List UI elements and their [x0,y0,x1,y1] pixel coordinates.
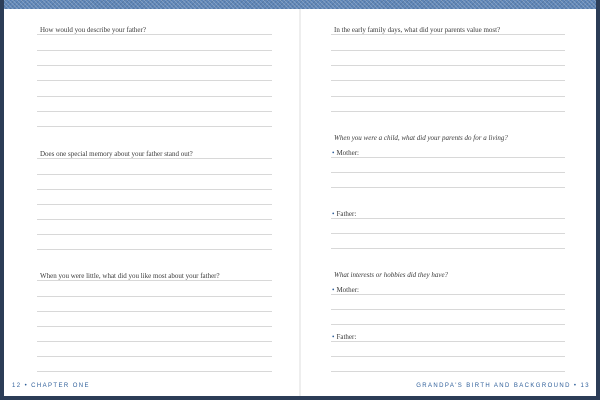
answer-line[interactable] [37,326,272,327]
answer-line[interactable] [37,249,272,250]
answer-line[interactable] [37,219,272,220]
father-label-hobbies [332,333,356,341]
left-footer [12,383,90,389]
answer-line[interactable] [331,356,565,357]
father-label: Father: [336,210,357,218]
mother-label: Mother: [336,149,360,157]
answer-line[interactable] [37,296,272,297]
question-liked-most: When you were little, what did you like most about your father? [40,272,220,280]
right-page-number: 13 [580,383,590,389]
answer-line[interactable] [37,189,272,190]
right-footer [416,383,590,389]
footer-separator: • [24,383,29,389]
bullet-icon: • [332,286,335,294]
father-label: Father: [336,333,357,341]
answer-line[interactable] [37,371,272,372]
answer-line[interactable] [331,157,565,158]
answer-line[interactable] [331,65,565,66]
left-page-number: 12 [12,383,22,389]
question-parents-living: When you were a child, what did your parents do for a living? [334,134,508,142]
answer-line[interactable] [37,34,272,35]
answer-line[interactable] [37,126,272,127]
answer-line[interactable] [331,172,565,173]
left-page [4,0,299,396]
answer-line[interactable] [37,234,272,235]
bullet-icon: • [332,210,335,218]
answer-line[interactable] [331,371,565,372]
question-describe-father: How would you describe your father? [40,26,146,34]
right-page [301,0,596,396]
answer-line[interactable] [37,50,272,51]
answer-line[interactable] [331,187,565,188]
mother-label-living [332,149,359,157]
chapter-label: CHAPTER ONE [31,383,90,389]
answer-line[interactable] [331,111,565,112]
answer-line[interactable] [37,158,272,159]
father-label-living [332,210,356,218]
book-spread [4,0,596,396]
answer-line[interactable] [37,204,272,205]
answer-line[interactable] [37,96,272,97]
answer-line[interactable] [37,356,272,357]
question-parents-value: In the early family days, what did your parents value most? [334,26,501,34]
answer-line[interactable] [331,324,565,325]
answer-line[interactable] [37,111,272,112]
answer-line[interactable] [331,341,565,342]
answer-line[interactable] [331,34,565,35]
answer-line[interactable] [331,96,565,97]
question-interests-hobbies: What interests or hobbies did they have? [334,271,449,279]
answer-line[interactable] [331,80,565,81]
answer-line[interactable] [37,280,272,281]
mother-label-hobbies [332,286,359,294]
answer-line[interactable] [331,50,565,51]
answer-line[interactable] [331,233,565,234]
answer-line[interactable] [37,80,272,81]
answer-line[interactable] [37,174,272,175]
mother-label: Mother: [336,286,360,294]
bullet-icon: • [332,333,335,341]
answer-line[interactable] [37,341,272,342]
answer-line[interactable] [37,311,272,312]
footer-separator: • [573,383,578,389]
answer-line[interactable] [331,248,565,249]
answer-line[interactable] [331,309,565,310]
answer-line[interactable] [37,65,272,66]
answer-line[interactable] [331,218,565,219]
bullet-icon: • [332,149,335,157]
question-special-memory: Does one special memory about your father stand out? [40,150,193,158]
answer-line[interactable] [331,294,565,295]
running-title: GRANDPA'S BIRTH AND BACKGROUND [416,383,571,389]
